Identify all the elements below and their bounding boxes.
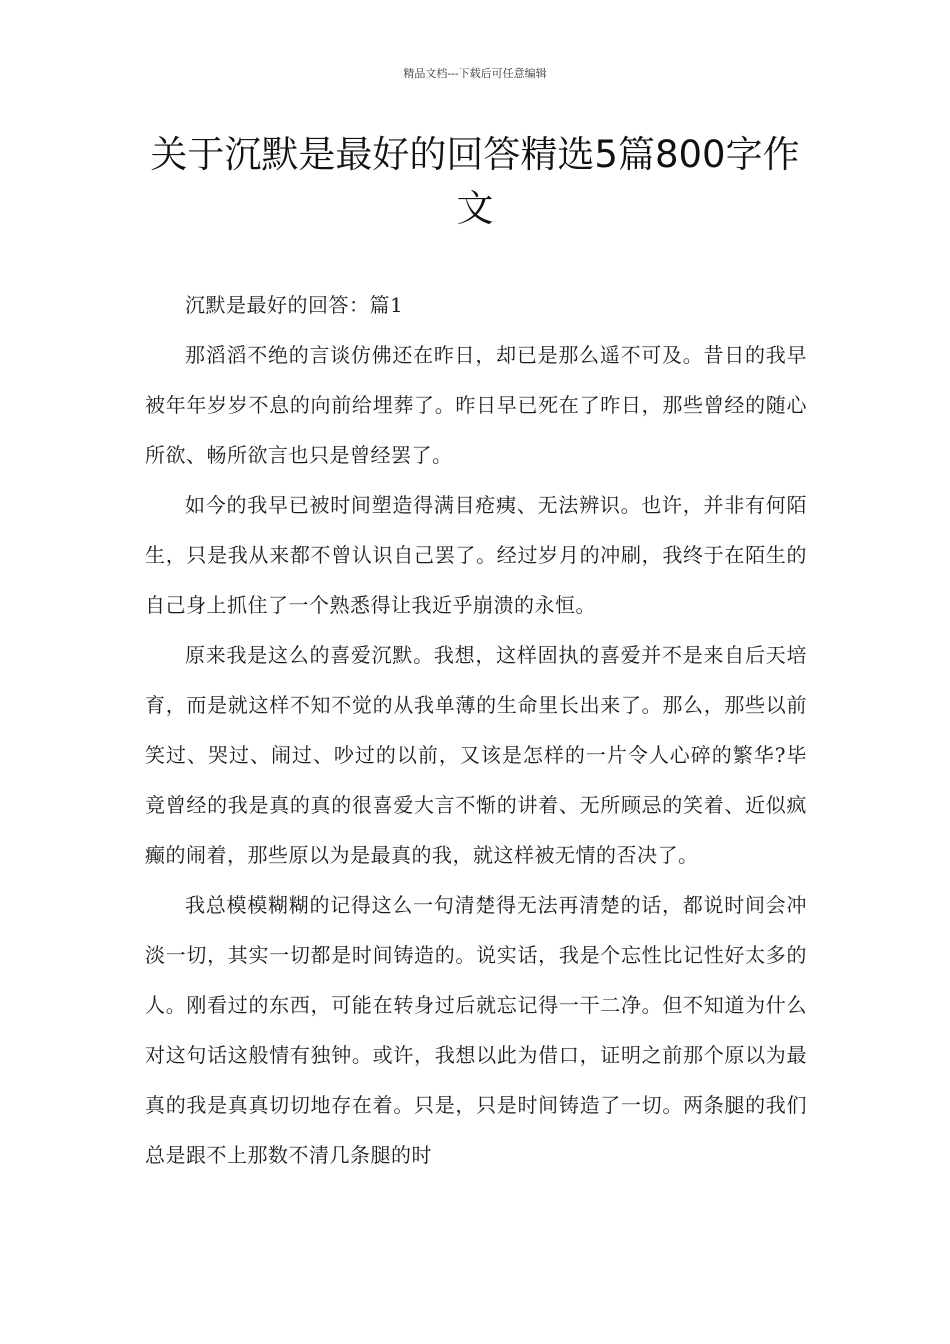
page-title: 关于沉默是最好的回答精选5篇800字作文: [150, 133, 800, 230]
section-heading: 沉默是最好的回答：篇1: [185, 293, 404, 317]
paragraph: 我总模模糊糊的记得这么一句清楚得无法再清楚的话，都说时间会冲淡一切，其实一切都是时间铸造的。说实话，我是个忘性比记性好太多的人。刚看过的东西，可能在转身过后就忘记得一干二净。但不知道为什么对这句话这般情有独钟。或许，我想以此为借口，证明之前那个原以为最真的我是真真切切地存在着。只是，只是时间铸造了一切。两条腿的我们总是跟不上那数不清几条腿的时: [145, 893, 807, 1167]
paragraph: 原来我是这么的喜爱沉默。我想，这样固执的喜爱并不是来自后天培育，而是就这样不知不觉的从我单薄的生命里长出来了。那么，那些以前笑过、哭过、闹过、吵过的以前，又该是怎样的一片令人心碎的繁华?毕竟曾经的我是真的真的很喜爱大言不惭的讲着、无所顾忌的笑着、近似疯癫的闹着，那些原以为是最真的我，就这样被无情的否决了。: [145, 643, 807, 867]
paragraph: 那滔滔不绝的言谈仿佛还在昨日，却已是那么遥不可及。昔日的我早被年年岁岁不息的向前给埋葬了。昨日早已死在了昨日，那些曾经的随心所欲、畅所欲言也只是曾经罢了。: [145, 343, 807, 467]
document-body: [145, 280, 807, 1180]
header-note: 精品文档---下载后可任意编辑: [403, 67, 547, 80]
paragraph: 如今的我早已被时间塑造得满目疮痍、无法辨识。也许，并非有何陌生，只是我从来都不曾认识自己罢了。经过岁月的冲刷，我终于在陌生的自己身上抓住了一个熟悉得让我近乎崩溃的永恒。: [145, 493, 807, 617]
